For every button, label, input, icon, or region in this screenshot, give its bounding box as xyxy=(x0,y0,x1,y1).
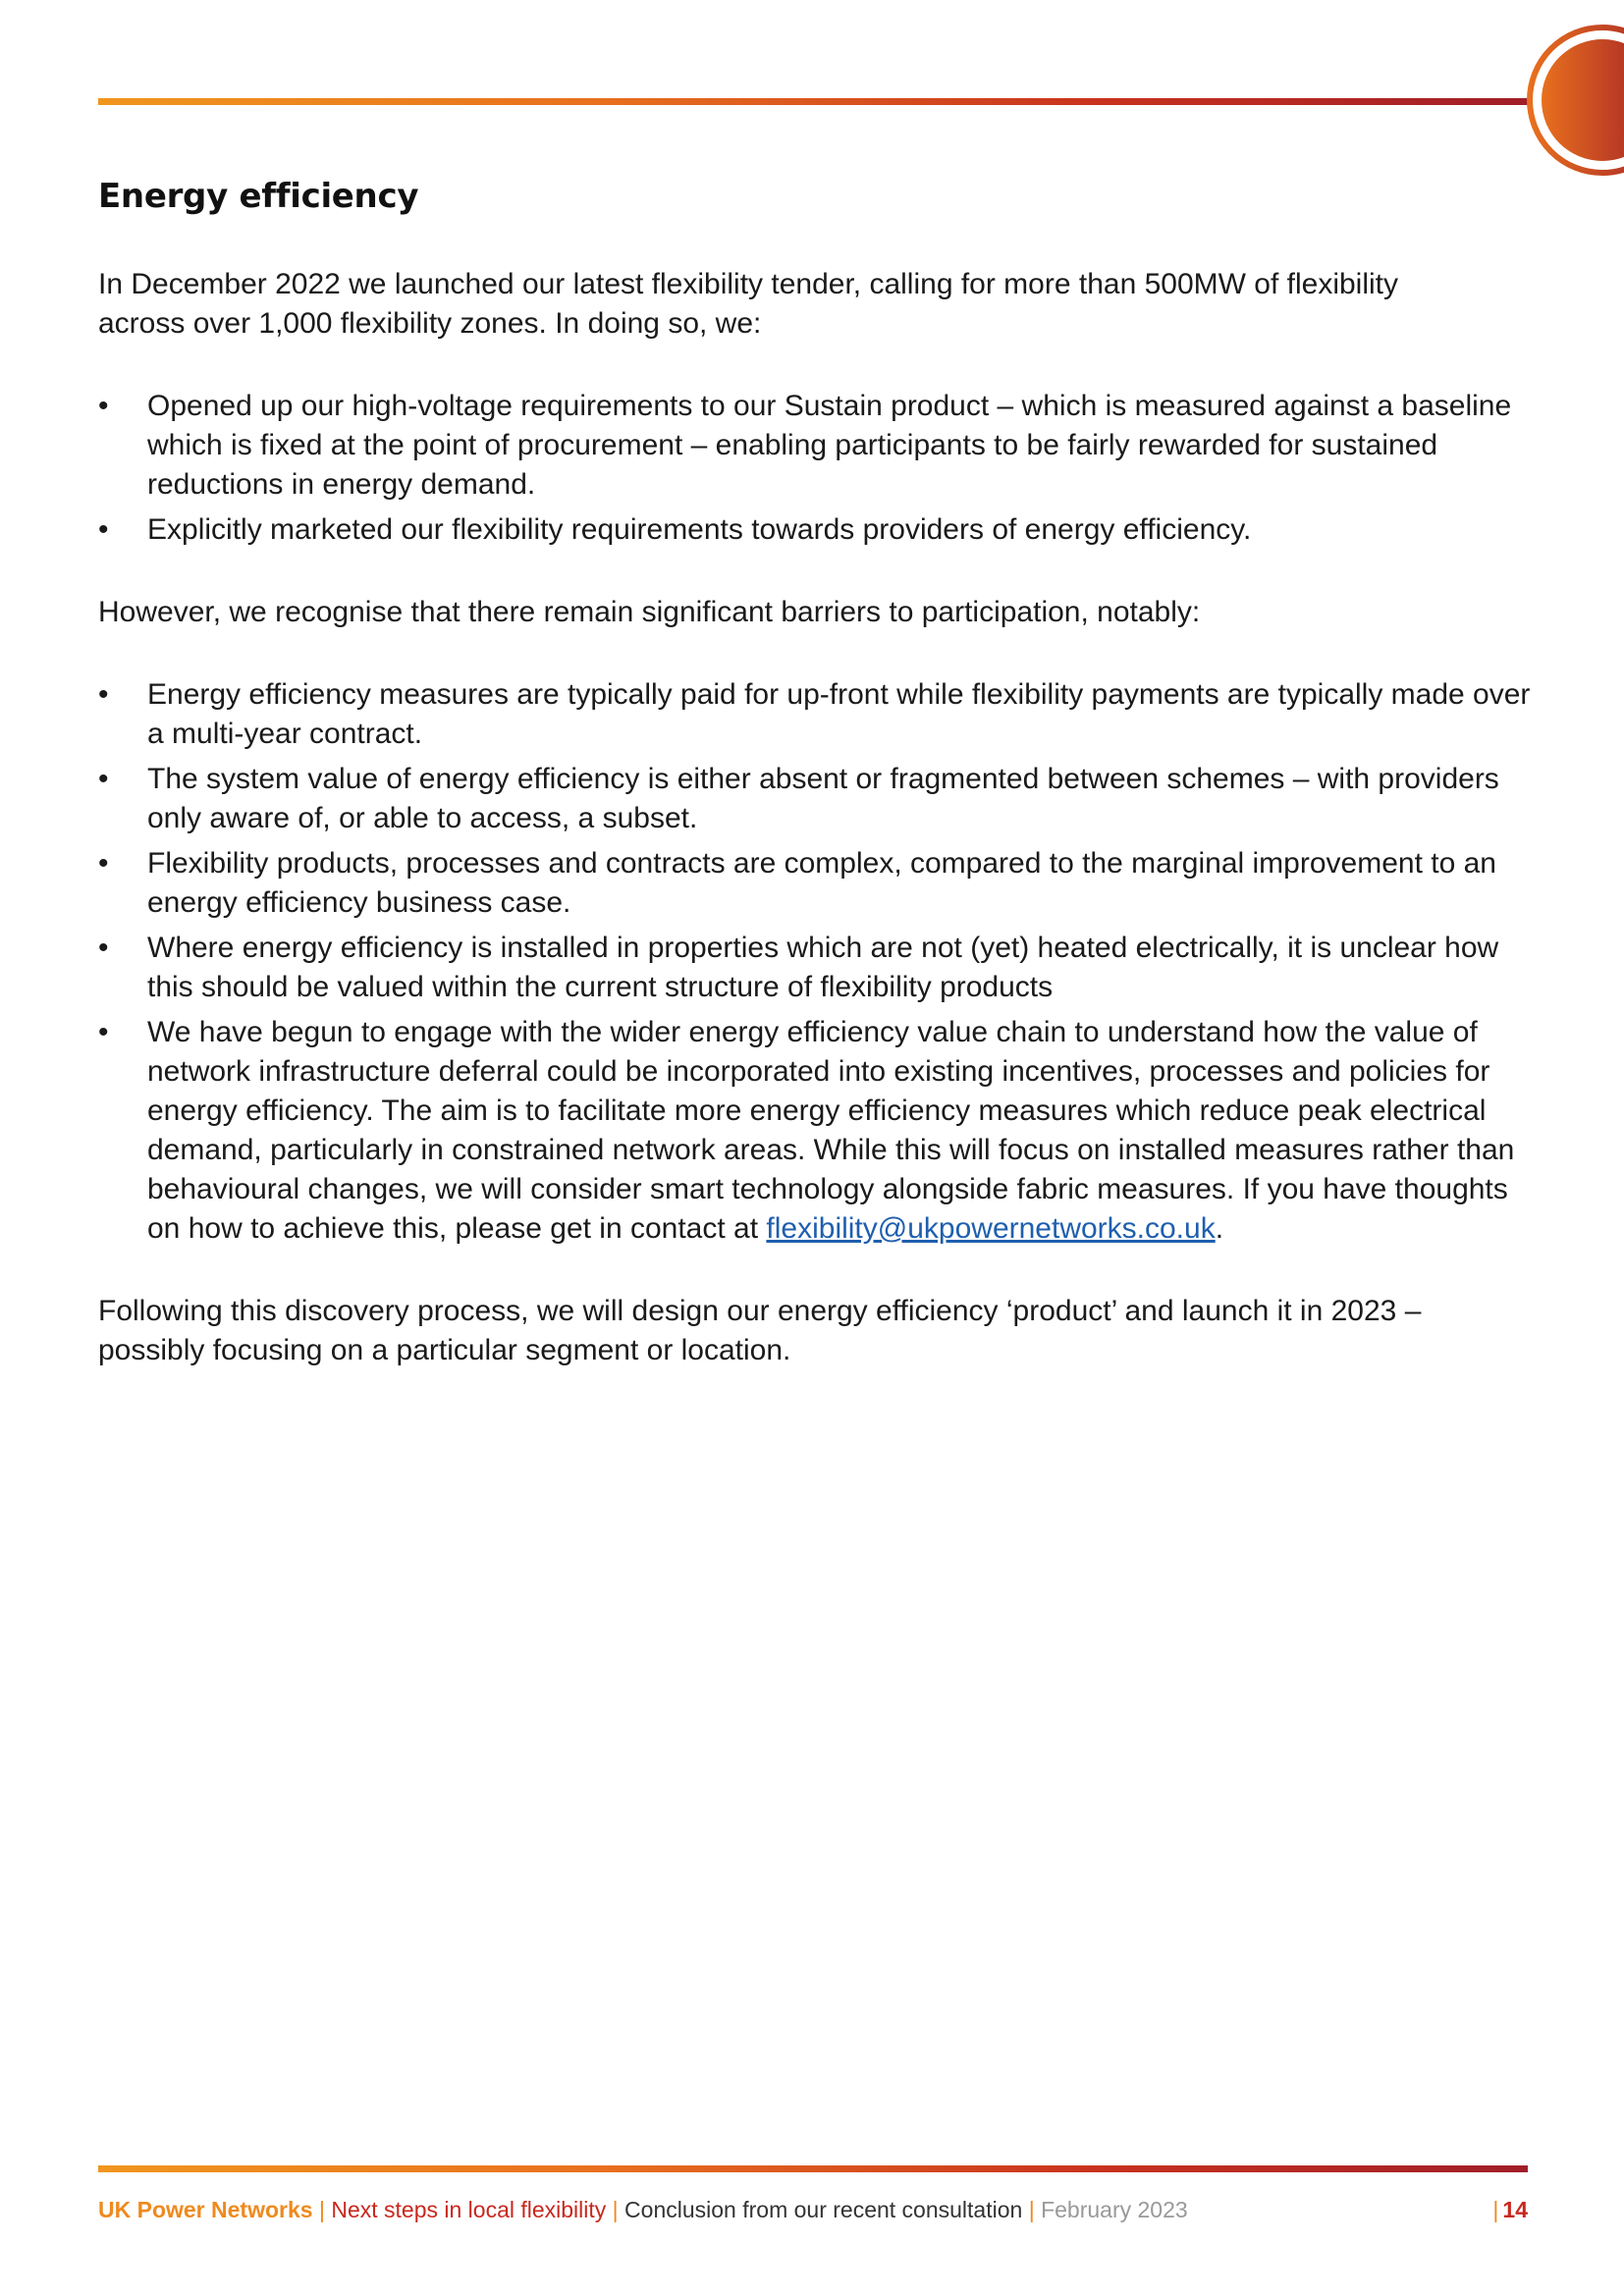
list-item: • Where energy efficiency is installed in properties which are not (yet) heated electrically, it is unclear how this should be valued within the current structure of flexibility products xyxy=(98,929,1532,1007)
bullet-icon: • xyxy=(98,847,109,880)
bullet-icon: • xyxy=(98,1016,109,1048)
list-item: • Flexibility products, processes and contracts are complex, compared to the marginal improvement to an energy efficiency business case. xyxy=(98,844,1532,923)
list-item: • The system value of energy efficiency is either absent or fragmented between schemes – with providers only aware of, or able to access, a subset. xyxy=(98,760,1532,838)
list-item: • Energy efficiency measures are typically paid for up-front while flexibility payments are typically made over a multi-year contract. xyxy=(98,675,1532,754)
bullet-icon: • xyxy=(98,763,109,795)
page-footer xyxy=(98,2195,1528,2224)
list-item: • Opened up our high-voltage requirements to our Sustain product – which is measured against a baseline which is fixed at the point of procurement – enabling participants to be fairly rewarded for sustained reductions in energy demand. xyxy=(98,387,1532,505)
footer-org: UK Power Networks xyxy=(98,2197,313,2222)
footer-separator: | xyxy=(318,2197,325,2222)
footer-separator: | xyxy=(612,2197,619,2222)
page-number: | 14 xyxy=(1492,2197,1528,2222)
footer-subtitle: Conclusion from our recent consultation xyxy=(624,2197,1023,2222)
barriers-list xyxy=(98,675,1532,1249)
brand-circle-icon xyxy=(1524,22,1624,179)
footer-title: Next steps in local flexibility xyxy=(331,2197,607,2222)
barriers-paragraph: However, we recognise that there remain significant barriers to participation, notably: xyxy=(98,596,1201,628)
intro-paragraph: In December 2022 we launched our latest flexibility tender, calling for more than 500MW of flexibility across over 1,000 flexibility zones. In doing so, we: xyxy=(98,268,1398,340)
footer-rule xyxy=(98,2165,1528,2172)
list-item: • We have begun to engage with the wider energy efficiency value chain to understand how the value of network infrastructure deferral could be incorporated into existing incentives, processes and policies for energy efficiency. The aim is to facilitate more energy efficiency measures which reduce peak electrical demand, particularly in constrained network areas. While this will focus on installed measures rather than behavioural changes, we will consider smart technology alongside fabric measures. If you have thoughts on how to achieve this, please get in contact at flexibility@ukpowernetworks.co.uk. xyxy=(98,1013,1532,1249)
bullet-icon: • xyxy=(98,678,109,711)
bullet-icon: • xyxy=(98,390,109,422)
main-content xyxy=(98,177,1532,1414)
closing-paragraph: Following this discovery process, we will design our energy efficiency ‘product’ and launch it in 2023 – possibly focusing on a particular segment or location. xyxy=(98,1295,1422,1366)
actions-list xyxy=(98,387,1532,550)
list-item: • Explicitly marketed our flexibility requirements towards providers of energy efficiency. xyxy=(98,510,1532,550)
footer-date: February 2023 xyxy=(1041,2197,1188,2222)
bullet-icon: • xyxy=(98,932,109,964)
header-rule xyxy=(98,98,1532,105)
footer-separator: | xyxy=(1028,2197,1035,2222)
bullet-icon: • xyxy=(98,513,109,546)
page-title: Energy efficiency xyxy=(98,177,419,216)
contact-email-link[interactable]: flexibility@ukpowernetworks.co.uk xyxy=(766,1212,1216,1245)
